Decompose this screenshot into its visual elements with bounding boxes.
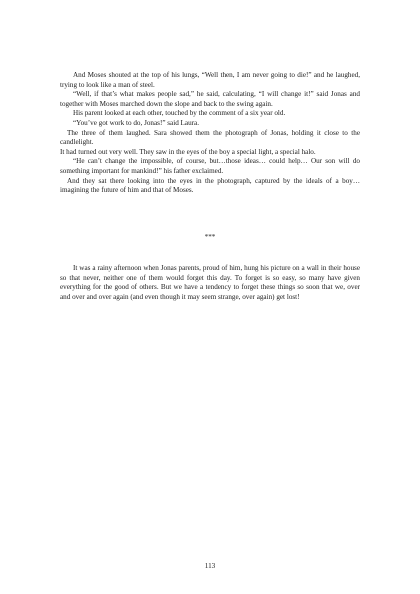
paragraph: And Moses shouted at the top of his lungs, “Well then, I am never going to die!” and he laughed, trying to look like a man of steel. — [60, 71, 360, 89]
page-number: 113 — [204, 562, 216, 570]
paragraph: “He can’t change the impossible, of course, but…those ideas… could help… Our son will do something important for mankind!” his father exclaimed. — [60, 157, 360, 175]
paragraph: “You’ve got work to do, Jonas!” said Laura. — [73, 118, 199, 127]
section-separator: *** — [204, 233, 216, 241]
paragraph: It was a rainy afternoon when Jonas parents, proud of him, hung his picture on a wall in their house so that never, neither one of them would forget this day. To forget is so easy, so many have given everything for the good of others. But we have a tendency to forget these things so soon that we, over and over and over again (and even though it may seem strange, over again) get lost! — [60, 264, 360, 301]
paragraph: The three of them laughed. Sara showed them the photograph of Jonas, holding it close to the candlelight. — [60, 128, 360, 147]
paragraph: And they sat there looking into the eyes in the photograph, captured by the ideals of a boy… imagining the future of him and that of Moses. — [60, 176, 360, 195]
paragraph: His parent looked at each other, touched by the comment of a six year old. — [73, 109, 286, 118]
story-text-bottom — [60, 264, 360, 302]
story-text-top — [60, 71, 360, 196]
paragraph: “Well, if that’s what makes people sad,” he said, calculating, “I will change it!” said Jonas and together with Moses marched down the slope and back to the swing again. — [60, 90, 360, 108]
paragraph: It had turned out very well. They saw in the eyes of the boy a special light, a special halo. — [60, 147, 316, 156]
